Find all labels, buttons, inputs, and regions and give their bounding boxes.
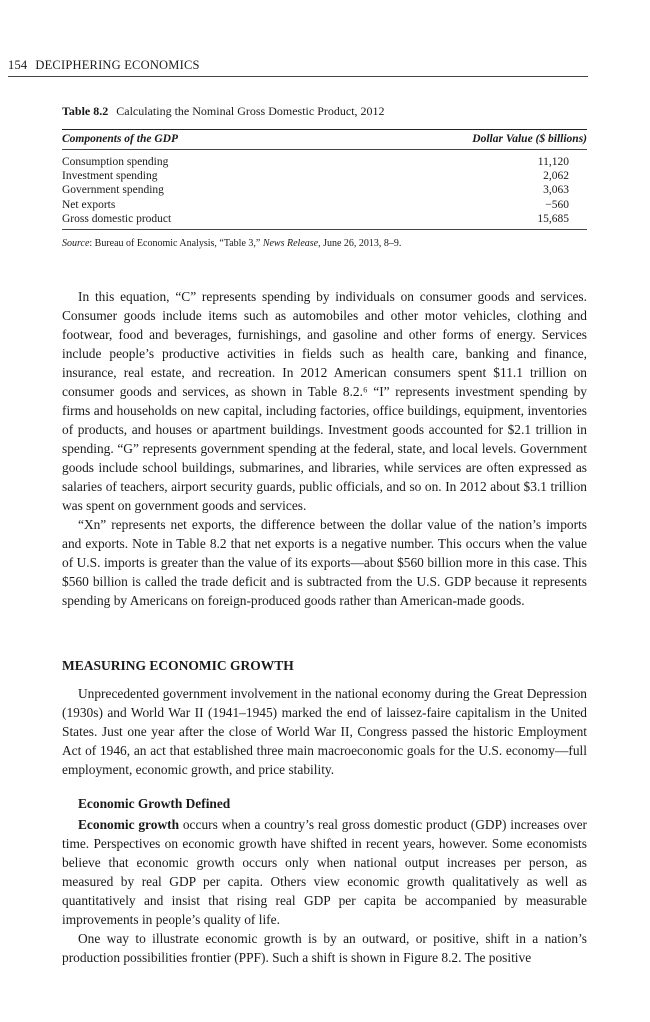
value-cell: 2,062: [543, 170, 569, 183]
paragraph: One way to illustrate economic growth is by an outward, or positive, shift in a nation’s production possibilities frontier (PPF). Such a shift is shown in Figure 8.2. The positive: [62, 931, 587, 965]
source-publication: News Release: [262, 238, 319, 250]
table-row: [62, 155, 587, 169]
table-row: [62, 198, 587, 212]
table-body: [62, 150, 587, 229]
component-cell: Gross domestic product: [62, 212, 172, 225]
header-rule: [8, 76, 588, 77]
table-bottom-rule: [62, 229, 587, 230]
component-cell: Net exports: [62, 198, 116, 211]
source-text: : Bureau of Economic Analysis, “Table 3,”: [89, 238, 263, 250]
table-caption: [62, 104, 587, 119]
table-caption-text: Calculating the Nominal Gross Domestic Product, 2012: [116, 104, 385, 118]
paragraph-text: occurs when a country’s real gross domestic product (GDP) increases over time. Perspectives on economic growth have shifted in recent years, however. Some economists believe that economic growth occurs only when national output increases per person, as measured by real GDP per capita. Others view economic growth qualitatively as well as quantitatively and insist that rising real GDP per capita be accompanied by measurable improvements in people’s quality of life.: [62, 817, 587, 927]
gdp-table: [62, 104, 587, 249]
book-title: DECIPHERING ECONOMICS: [35, 58, 200, 72]
component-cell: Consumption spending: [62, 156, 169, 168]
value-cell: 15,685: [537, 212, 569, 225]
table-row: [62, 169, 587, 183]
subsection-heading: Economic Growth Defined: [78, 796, 231, 811]
value-cell: 3,063: [543, 184, 569, 197]
value-cell: 11,120: [537, 156, 569, 168]
paragraph: In this equation, “C” represents spending by individuals on consumer goods and services. Consumer goods include items such as automobiles and other motor vehicles, clothing and footwear, food and beverages, furnishings, and gasoline and other forms of energy. Services include people’s productive activities in fields such as health care, banking and finance, insurance, real estate, and recreation. In 2012 American consumers spent $11.1 trillion on consumer goods and services, as shown in Table 8.2.⁶ “I” represents investment spending by firms and households on new capital, including factories, office buildings, equipment, inventories of products, and houses or apartment buildings. Investment goods accounted for $2.1 trillion in spending. “G” represents government spending at the federal, state, and local levels. Government goods include school buildings, submarines, and libraries, while services are often expressed as salaries of teachers, airport security guards, public officials, and so on. In 2012 about $3.1 trillion was spent on government goods and services.: [62, 289, 587, 513]
source-label: Source: [62, 238, 90, 250]
component-cell: Investment spending: [62, 170, 158, 183]
table-row: [62, 212, 587, 226]
running-head: [8, 58, 588, 73]
section-body: [62, 684, 587, 779]
body-text: [62, 287, 587, 610]
paragraph: [62, 815, 587, 929]
source-date: , June 26, 2013, 8–9.: [318, 238, 402, 250]
table-row: [62, 183, 587, 197]
section-heading: MEASURING ECONOMIC GROWTH: [62, 658, 294, 673]
paragraph: Unprecedented government involvement in the national economy during the Great Depression (1930s) and World War II (1941–1945) marked the end of laissez-faire capitalism in the United States. Just one year after the close of World War II, Congress passed the historic Employment Act of 1946, an act that established three main macroeconomic goals for the U.S. economy—full employment, economic growth, and price stability.: [62, 686, 587, 777]
column-header-component: Components of the GDP: [62, 133, 178, 145]
page-number: 154: [8, 58, 28, 72]
paragraph: “Xn” represents net exports, the difference between the dollar value of the nation’s imports and exports. Note in Table 8.2 that net exports is a negative number. This occurs when the value of U.S. imports is greater than the value of its exports—about $560 billion more in this case. This $560 billion is called the trade deficit and is subtracted from the U.S. GDP because it represents spending by Americans on foreign-produced goods rather than American-made goods.: [62, 517, 587, 608]
value-cell: −560: [545, 198, 569, 211]
key-term: Economic growth: [78, 817, 180, 832]
table-header: [62, 130, 587, 149]
table-label: Table 8.2: [62, 104, 109, 118]
table-source: [62, 238, 587, 249]
column-header-value: Dollar Value ($ billions): [472, 133, 587, 145]
component-cell: Government spending: [62, 184, 164, 197]
subsection-body: [62, 815, 587, 967]
